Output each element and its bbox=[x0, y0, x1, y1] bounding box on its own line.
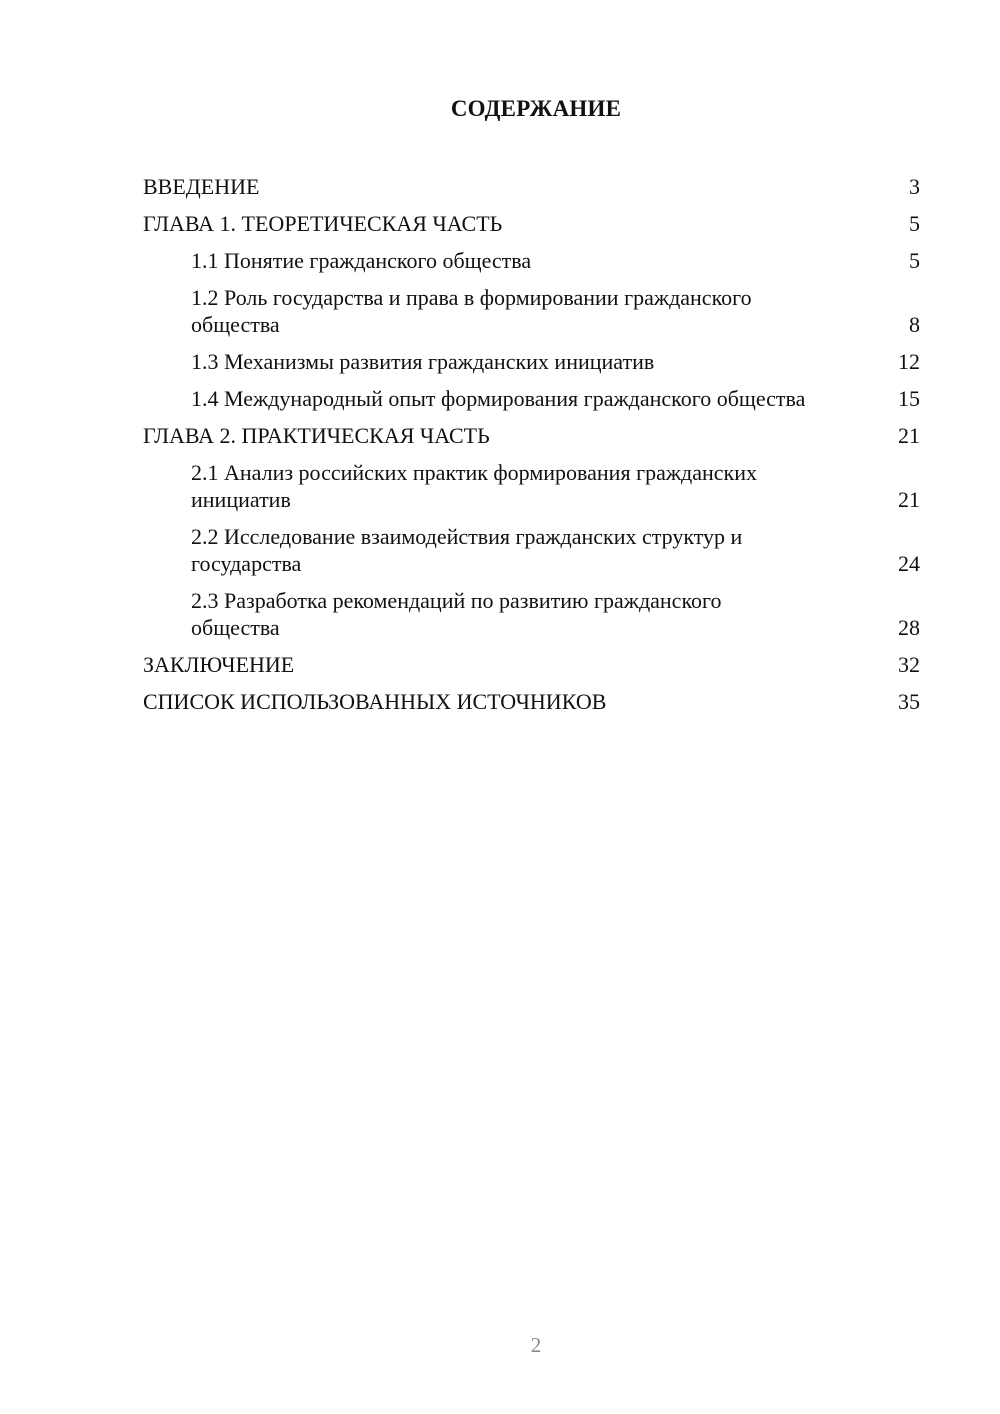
toc-entry-references[interactable] bbox=[143, 683, 920, 720]
toc-entry-page: 12 bbox=[898, 349, 920, 374]
toc-entry-label: 1.3 Механизмы развития гражданских инициатив bbox=[191, 349, 655, 374]
toc-entry-label: ГЛАВА 1. ТЕОРЕТИЧЕСКАЯ ЧАСТЬ bbox=[143, 211, 503, 236]
toc-entry-section-1-1[interactable] bbox=[143, 242, 920, 279]
table-of-contents bbox=[143, 168, 920, 720]
toc-entry-label: ГЛАВА 2. ПРАКТИЧЕСКАЯ ЧАСТЬ bbox=[143, 423, 490, 448]
toc-entry-label: 1.4 Международный опыт формирования гражданского общества bbox=[191, 386, 806, 411]
toc-entry-chapter-2[interactable] bbox=[143, 417, 920, 454]
toc-entry-page: 35 bbox=[898, 689, 920, 714]
toc-entry-page: 28 bbox=[898, 615, 920, 640]
toc-entry-label: СПИСОК ИСПОЛЬЗОВАННЫХ ИСТОЧНИКОВ bbox=[143, 689, 607, 714]
toc-entry-introduction[interactable] bbox=[143, 168, 920, 205]
page-title: СОДЕРЖАНИЕ bbox=[450, 96, 622, 121]
toc-entry-section-2-1[interactable] bbox=[143, 454, 920, 518]
toc-entry-page: 5 bbox=[909, 211, 920, 236]
toc-entry-label: 1.1 Понятие гражданского общества bbox=[191, 248, 532, 273]
toc-entry-chapter-1[interactable] bbox=[143, 205, 920, 242]
toc-entry-conclusion[interactable] bbox=[143, 646, 920, 683]
toc-entry-page: 15 bbox=[898, 386, 920, 411]
toc-entry-page: 5 bbox=[909, 248, 920, 273]
toc-entry-section-2-2[interactable] bbox=[143, 518, 920, 582]
toc-entry-page: 21 bbox=[898, 487, 920, 512]
toc-entry-label: 1.2 Роль государства и права в формировании гражданского общества bbox=[191, 285, 752, 337]
toc-entry-page: 8 bbox=[909, 312, 920, 337]
toc-entry-page: 3 bbox=[909, 174, 920, 199]
toc-entry-section-2-3[interactable] bbox=[143, 582, 920, 646]
toc-entry-label: 2.2 Исследование взаимодействия гражданских структур и государства bbox=[191, 524, 743, 576]
toc-entry-page: 32 bbox=[898, 652, 920, 677]
toc-entry-section-1-4[interactable] bbox=[143, 380, 920, 417]
toc-entry-page: 24 bbox=[898, 551, 920, 576]
toc-entry-label: ЗАКЛЮЧЕНИЕ bbox=[143, 652, 295, 677]
toc-entry-page: 21 bbox=[898, 423, 920, 448]
toc-entry-label: 2.3 Разработка рекомендаций по развитию гражданского общества bbox=[191, 588, 722, 640]
toc-entry-section-1-2[interactable] bbox=[143, 279, 920, 343]
page-number: 2 bbox=[530, 1333, 542, 1357]
toc-entry-label: 2.1 Анализ российских практик формирования гражданских инициатив bbox=[191, 460, 758, 512]
toc-entry-label: ВВЕДЕНИЕ bbox=[143, 174, 260, 199]
toc-entry-section-1-3[interactable] bbox=[143, 343, 920, 380]
